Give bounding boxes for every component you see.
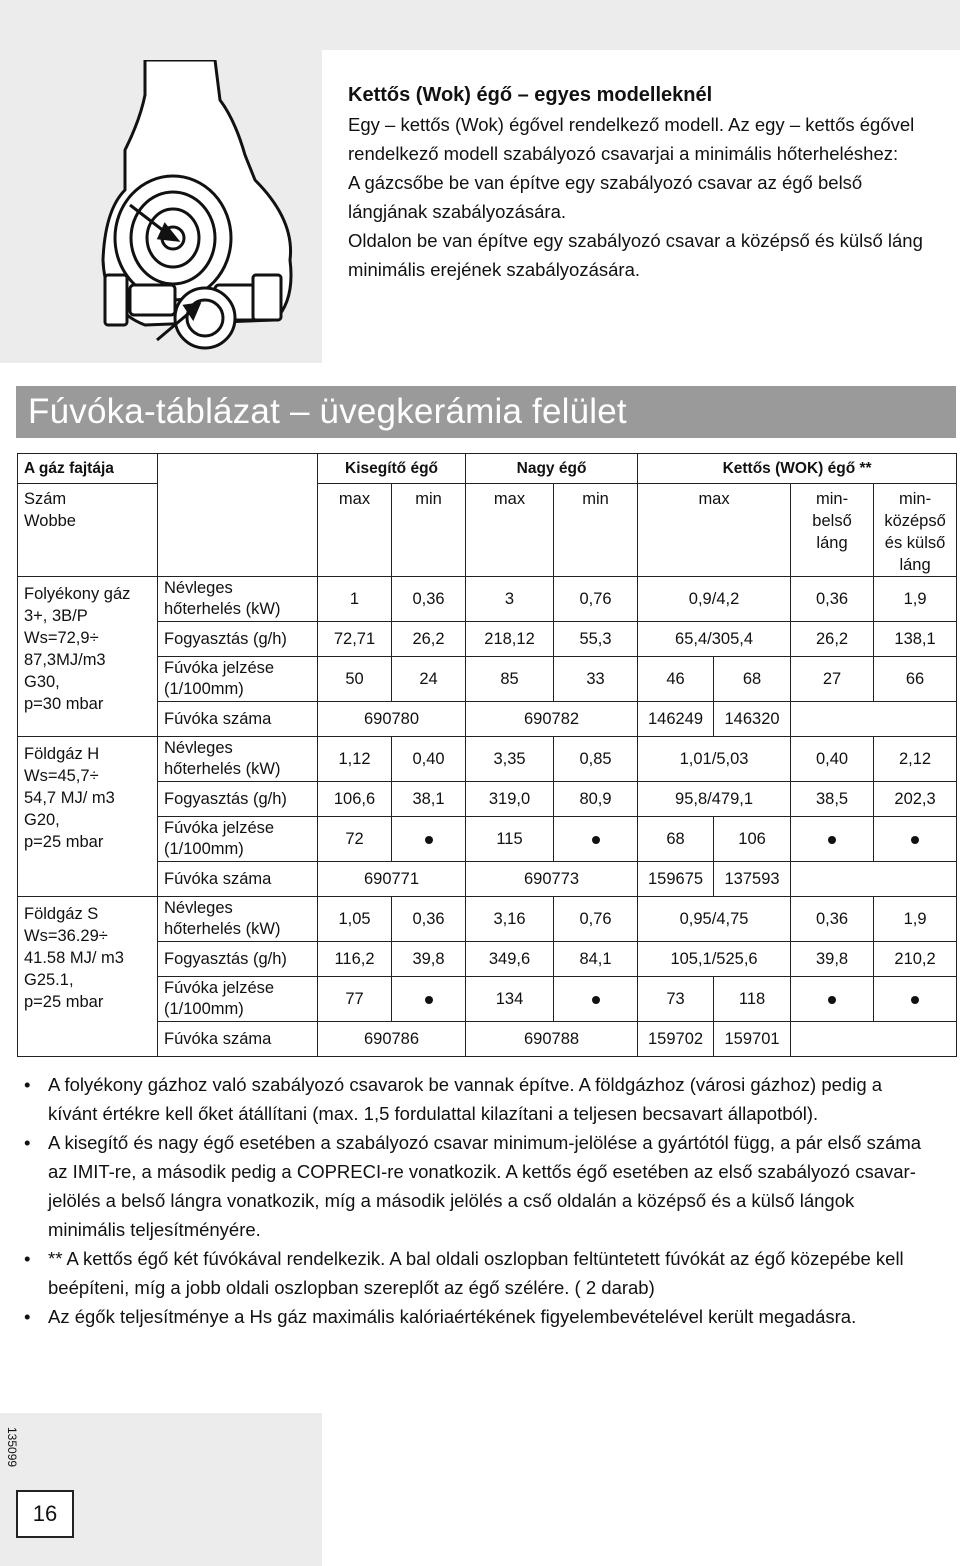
label-consumption: Fogyasztás (g/h) (158, 942, 318, 977)
dot-marker (828, 996, 836, 1004)
cell-consumption: 39,8 (392, 942, 466, 977)
subheader-min-outer: min- középső és külső láng (874, 484, 957, 577)
cell-nominal: 3,16 (466, 897, 554, 942)
cell-nominal: 0,40 (791, 737, 874, 782)
cell-empty (791, 1022, 957, 1057)
bullet-icon: • (24, 1306, 31, 1327)
cell-consumption: 39,8 (791, 942, 874, 977)
cell-consumption: 202,3 (874, 782, 957, 817)
cell-nozzle-mark (791, 817, 874, 862)
cell-nominal: 0,85 (554, 737, 638, 782)
row-nozzle-mark (18, 657, 957, 702)
row-nozzle-number (18, 1022, 957, 1057)
cell-consumption: 95,8/479,1 (638, 782, 791, 817)
cell-nozzle-number: 159701 (714, 1022, 791, 1057)
cell-nozzle-mark (392, 977, 466, 1022)
subheader-max3: max (638, 484, 791, 577)
notes-list (22, 1070, 932, 1331)
cell-consumption: 106,6 (318, 782, 392, 817)
cell-nozzle-number: 690780 (318, 702, 466, 737)
page-number: 16 (16, 1490, 74, 1538)
cell-nozzle-mark: 134 (466, 977, 554, 1022)
cell-nozzle-mark: 46 (638, 657, 714, 702)
subheader-max1: max (318, 484, 392, 577)
label-nozzle-mark: Fúvóka jelzése (1/100mm) (158, 657, 318, 702)
dot-marker (425, 996, 433, 1004)
bullet-icon: • (24, 1248, 31, 1269)
label-nozzle-mark: Fúvóka jelzése (1/100mm) (158, 817, 318, 862)
label-nominal: Névleges hőterhelés (kW) (158, 577, 318, 622)
label-nominal: Névleges hőterhelés (kW) (158, 737, 318, 782)
intro-line-3: Oldalon be van építve egy szabályozó csavar a középső és külső láng minimális erejének szabályozására. (348, 230, 923, 280)
section-banner: Fúvóka-táblázat – üvegkerámia felület (16, 386, 956, 438)
row-nozzle-number (18, 862, 957, 897)
cell-consumption: 138,1 (874, 622, 957, 657)
note-text: A folyékony gázhoz való szabályozó csavarok be vannak építve. A földgázhoz (városi gázhoz) pedig a kívánt értékre kell őket átállítani (max. 1,5 fordulattal kilazítani a teljesen becsavart állapotból). (48, 1074, 883, 1124)
label-consumption: Fogyasztás (g/h) (158, 622, 318, 657)
cell-nozzle-number: 159702 (638, 1022, 714, 1057)
cell-nozzle-mark: 68 (714, 657, 791, 702)
cell-nominal: 1,12 (318, 737, 392, 782)
cell-consumption: 84,1 (554, 942, 638, 977)
cell-nominal: 0,76 (554, 577, 638, 622)
header-spacer (158, 454, 318, 484)
label-nominal: Névleges hőterhelés (kW) (158, 897, 318, 942)
note-text: ** A kettős égő két fúvókával rendelkezik. A bal oldali oszlopban feltüntetett fúvókát az égő közepébe kell beépíteni, míg a jobb oldali oszlopban szereplőt az égő szélére. ( 2 darab) (48, 1248, 904, 1298)
row-nominal (18, 577, 957, 622)
note-item (22, 1070, 932, 1128)
cell-nozzle-mark: 118 (714, 977, 791, 1022)
cell-nozzle-number: 690788 (466, 1022, 638, 1057)
header-large-burner: Nagy égő (466, 454, 638, 484)
wok-burner-valve-illustration (85, 60, 305, 370)
bullet-icon: • (24, 1132, 31, 1153)
cell-nozzle-mark: 77 (318, 977, 392, 1022)
cell-nominal: 0,36 (392, 897, 466, 942)
cell-consumption: 38,1 (392, 782, 466, 817)
cell-nozzle-mark (554, 977, 638, 1022)
nozzle-table (17, 453, 957, 1057)
cell-consumption: 26,2 (392, 622, 466, 657)
cell-nozzle-number: 690771 (318, 862, 466, 897)
cell-nozzle-mark: 66 (874, 657, 957, 702)
cell-consumption: 55,3 (554, 622, 638, 657)
cell-nozzle-mark (554, 817, 638, 862)
cell-nozzle-mark: 50 (318, 657, 392, 702)
note-text: Az égők teljesítménye a Hs gáz maximális kalóriaértékének figyelembevételével került megadásra. (48, 1306, 857, 1327)
header-wok-burner: Kettős (WOK) égő ** (638, 454, 957, 484)
cell-consumption: 105,1/525,6 (638, 942, 791, 977)
bullet-icon: • (24, 1074, 31, 1095)
label-nozzle-number: Fúvóka száma (158, 1022, 318, 1057)
cell-consumption: 80,9 (554, 782, 638, 817)
intro-section (348, 80, 938, 284)
cell-consumption: 65,4/305,4 (638, 622, 791, 657)
subheader-min2: min (554, 484, 638, 577)
subheader-spacer (158, 484, 318, 577)
dot-marker (592, 836, 600, 844)
header-gas-type: A gáz fajtája (18, 454, 158, 484)
cell-nozzle-mark: 73 (638, 977, 714, 1022)
cell-nominal: 1,01/5,03 (638, 737, 791, 782)
subheader-min-inner: min- belső láng (791, 484, 874, 577)
label-consumption: Fogyasztás (g/h) (158, 782, 318, 817)
cell-consumption: 38,5 (791, 782, 874, 817)
cell-nozzle-mark (874, 977, 957, 1022)
intro-title: Kettős (Wok) égő – egyes modelleknél (348, 84, 713, 106)
cell-nozzle-mark: 24 (392, 657, 466, 702)
row-nozzle-mark (18, 817, 957, 862)
table-header-row (18, 454, 957, 484)
cell-nozzle-number: 690782 (466, 702, 638, 737)
row-nominal (18, 897, 957, 942)
note-item (22, 1128, 932, 1244)
cell-consumption: 349,6 (466, 942, 554, 977)
cell-consumption: 72,71 (318, 622, 392, 657)
cell-empty (791, 702, 957, 737)
cell-nominal: 0,36 (791, 897, 874, 942)
dot-marker (911, 996, 919, 1004)
subheader-wobbe: Szám Wobbe (18, 484, 158, 577)
gray-band-top (322, 0, 960, 50)
cell-nozzle-number: 146249 (638, 702, 714, 737)
cell-nominal: 2,12 (874, 737, 957, 782)
cell-nozzle-number: 146320 (714, 702, 791, 737)
subheader-max2: max (466, 484, 554, 577)
cell-nozzle-mark: 106 (714, 817, 791, 862)
cell-nominal: 1,9 (874, 897, 957, 942)
cell-nozzle-mark: 72 (318, 817, 392, 862)
cell-nozzle-mark: 115 (466, 817, 554, 862)
cell-nominal: 3 (466, 577, 554, 622)
cell-consumption: 218,12 (466, 622, 554, 657)
cell-consumption: 319,0 (466, 782, 554, 817)
cell-nominal: 0,36 (392, 577, 466, 622)
row-nominal (18, 737, 957, 782)
intro-line-2: A gázcsőbe be van építve egy szabályozó csavar az égő belső lángjának szabályozására. (348, 172, 863, 222)
gas-group-label: Folyékony gáz 3+, 3B/P Ws=72,9÷ 87,3MJ/m3 G30, p=30 mbar (18, 577, 158, 737)
cell-nozzle-mark: 27 (791, 657, 874, 702)
cell-consumption: 116,2 (318, 942, 392, 977)
cell-nominal: 0,40 (392, 737, 466, 782)
cell-nozzle-mark: 33 (554, 657, 638, 702)
cell-empty (791, 862, 957, 897)
note-item (22, 1302, 932, 1331)
cell-nozzle-mark: 85 (466, 657, 554, 702)
cell-nozzle-mark (791, 977, 874, 1022)
cell-consumption: 210,2 (874, 942, 957, 977)
cell-nozzle-number: 159675 (638, 862, 714, 897)
cell-nominal: 0,76 (554, 897, 638, 942)
row-consumption (18, 942, 957, 977)
cell-nominal: 0,95/4,75 (638, 897, 791, 942)
row-consumption (18, 622, 957, 657)
cell-consumption: 26,2 (791, 622, 874, 657)
cell-nominal: 1 (318, 577, 392, 622)
cell-nominal: 1,9 (874, 577, 957, 622)
dot-marker (911, 836, 919, 844)
dot-marker (425, 836, 433, 844)
intro-line-1: Egy – kettős (Wok) égővel rendelkező modell. Az egy – kettős égővel rendelkező modell szabályozó csavarjai a minimális hőterheléshez: (348, 114, 915, 164)
cell-nozzle-mark (392, 817, 466, 862)
cell-nozzle-number: 690773 (466, 862, 638, 897)
label-nozzle-number: Fúvóka száma (158, 862, 318, 897)
note-text: A kisegítő és nagy égő esetében a szabályozó csavar minimum-jelölése a gyártótól függ, a pár első száma az IMIT-re, a második pedig a COPRECI-re vonatkozik. A kettős égő esetében az első szabályozó csavar-jelölés a belső lángra vonatkozik, míg a második jelölés a cső oldalán a középső és a külső lángok minimális teljesítményére. (48, 1132, 922, 1240)
cell-nominal: 3,35 (466, 737, 554, 782)
cell-nominal: 0,9/4,2 (638, 577, 791, 622)
subheader-min1: min (392, 484, 466, 577)
table-subheader-row (18, 484, 957, 577)
document-code: 135099 (5, 1427, 19, 1468)
dot-marker (592, 996, 600, 1004)
dot-marker (828, 836, 836, 844)
cell-nominal: 1,05 (318, 897, 392, 942)
row-nozzle-number (18, 702, 957, 737)
row-nozzle-mark (18, 977, 957, 1022)
cell-nozzle-number: 690786 (318, 1022, 466, 1057)
label-nozzle-number: Fúvóka száma (158, 702, 318, 737)
gas-group-label: Földgáz S Ws=36.29÷ 41.58 MJ/ m3 G25.1, p=25 mbar (18, 897, 158, 1057)
cell-nominal: 0,36 (791, 577, 874, 622)
note-item (22, 1244, 932, 1302)
row-consumption (18, 782, 957, 817)
header-aux-burner: Kisegítő égő (318, 454, 466, 484)
cell-nozzle-mark: 68 (638, 817, 714, 862)
cell-nozzle-number: 137593 (714, 862, 791, 897)
label-nozzle-mark: Fúvóka jelzése (1/100mm) (158, 977, 318, 1022)
cell-nozzle-mark (874, 817, 957, 862)
gas-group-label: Földgáz H Ws=45,7÷ 54,7 MJ/ m3 G20, p=25 mbar (18, 737, 158, 897)
